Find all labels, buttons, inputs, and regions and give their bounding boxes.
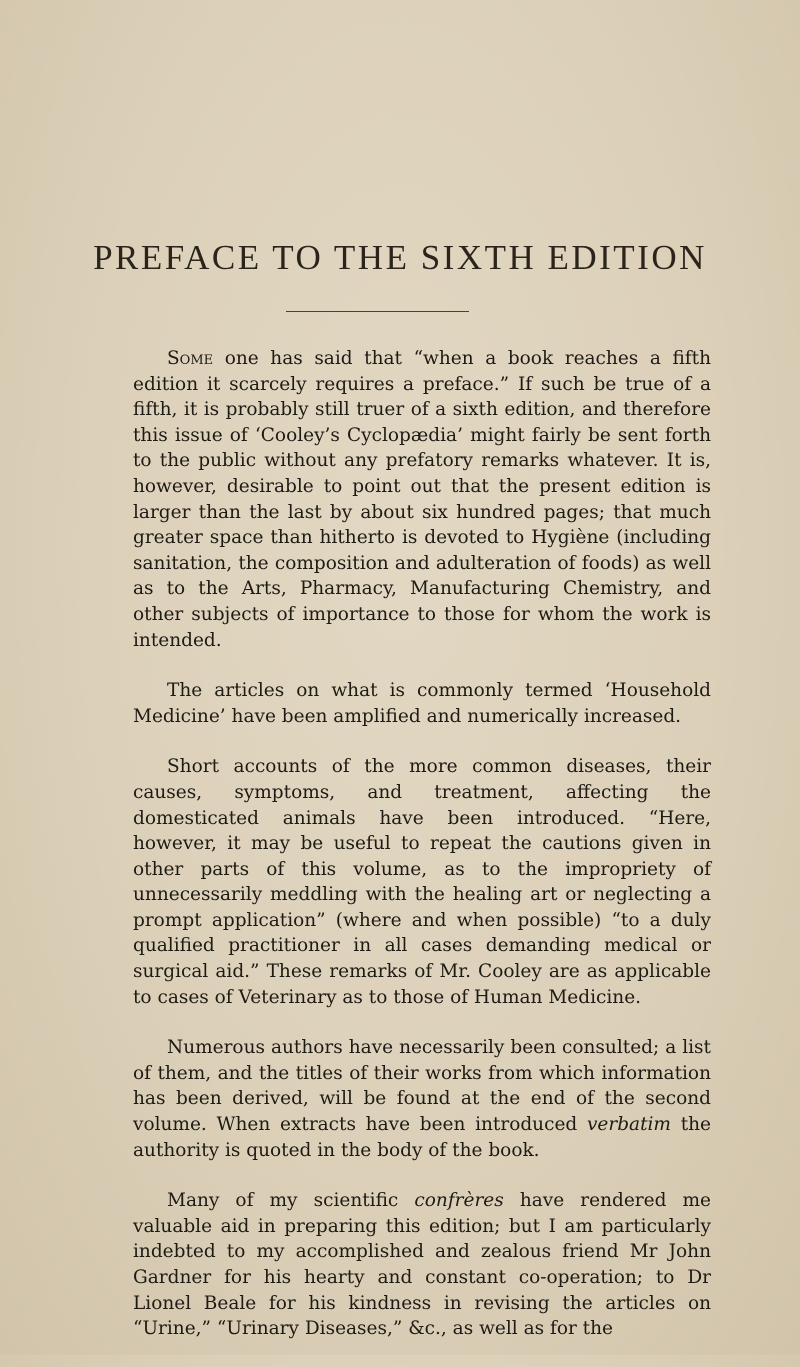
paragraph-text-before: Many of my scientific <box>167 1190 415 1212</box>
page-title: PREFACE TO THE SIXTH EDITION <box>93 238 707 277</box>
paragraph-lead-word: Some <box>167 348 214 369</box>
preface-body <box>133 346 711 1367</box>
paragraph-4 <box>133 1035 711 1163</box>
paragraph-text: Short accounts of the more common diseases, their causes, symptoms, and treatment, affecting the domesticated animals have been introduced. “Here, however, it may be useful to repeat the cautions given in other parts of this volume, as to the impropriety of unnecessarily meddling with the healing art or neglecting a prompt application” (where and when possible) “to a duly qualified practitioner in all cases demanding medical or surgical aid.” These remarks of Mr. Cooley are as applicable to cases of Veterinary as to those of Human Medicine. <box>133 756 711 1008</box>
paragraph-text: one has said that “when a book reaches a fifth edition it scarcely requires a preface.” If such be true of a fifth, it is probably still truer of a sixth edition, and therefore this issue of ‘Cooley’s Cyclopædia’ might fairly be sent forth to the public without any prefatory remarks whatever. It is, however, desirable to point out that the present edition is larger than the last by about six hundred pages; that much greater space than hitherto is devoted to Hygiène (including sanitation, the composition and adulteration of foods) as well as to the Arts, Pharmacy, Manufacturing Chemistry, and other subjects of importance to those for whom the work is intended. <box>133 348 711 651</box>
paragraph-5 <box>133 1188 711 1342</box>
paragraph-text-before: Numerous authors have necessarily been consulted; a list of them, and the titles of their works from which information has been derived, will be found at the end of the second volume. When extracts have been introduced <box>133 1037 711 1136</box>
paragraph-text-after: have rendered me valuable aid in preparing this edition; but I am particularly indebted to my accomplished and zealous friend Mr John Gardner for his hearty and constant co-operation; to Dr Lionel Beale for his kindness in revising the articles on “Urine,” “Urinary Diseases,” &c., as well as for the <box>133 1190 712 1340</box>
paragraph-2 <box>133 678 711 729</box>
title-rule <box>286 311 469 312</box>
paragraph-1 <box>133 346 711 653</box>
paragraph-text-after: the authority is quoted in the body of the book. <box>133 1114 711 1161</box>
italic-term: verbatim <box>586 1114 671 1136</box>
paragraph-text: The articles on what is commonly termed ‘Household Medicine’ have been amplified and numerically increased. <box>133 680 711 727</box>
italic-term: confrères <box>414 1190 504 1212</box>
paragraph-3 <box>133 754 711 1010</box>
